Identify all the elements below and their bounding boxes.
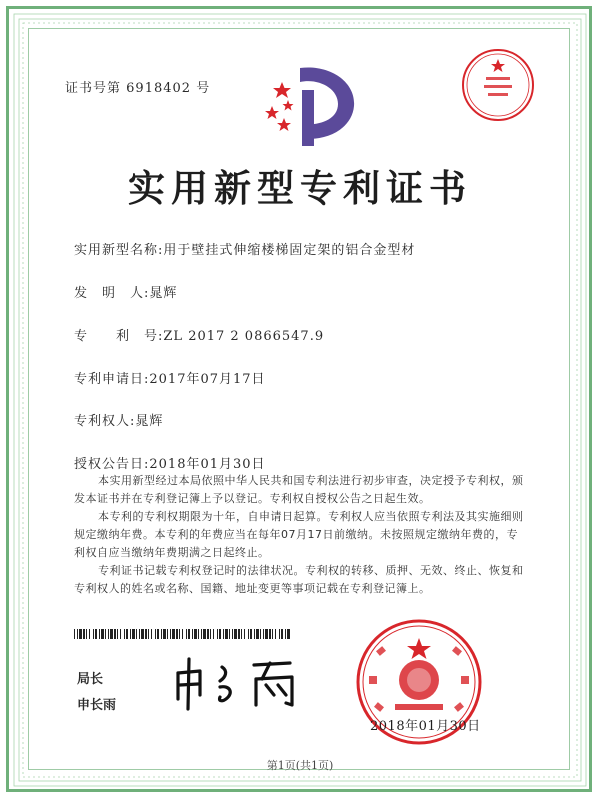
barcode-bar [95, 629, 97, 639]
barcode-bar [275, 629, 276, 639]
barcode-bar [254, 629, 255, 639]
barcode-bar [179, 629, 180, 639]
barcode-bar [163, 629, 166, 639]
barcode-bar [188, 629, 190, 639]
barcode-bar [120, 629, 121, 639]
barcode-bar [151, 629, 152, 639]
barcode-bar [263, 629, 264, 639]
barcode-bar [210, 629, 211, 639]
barcode-bar [132, 629, 135, 639]
barcode-bar [223, 629, 224, 639]
barcode-bar [86, 629, 87, 639]
barcode-bar [272, 629, 273, 639]
grant-date-value: 2018年01月30日 [149, 457, 266, 472]
barcode-bar [176, 629, 178, 639]
patent-holder-field [74, 410, 163, 429]
barcode-bar [281, 629, 283, 639]
barcode-bar [77, 629, 78, 639]
barcode-bar [161, 629, 162, 639]
barcode-bar [192, 629, 193, 639]
patent-number-label: 专 利 号: [74, 329, 164, 344]
certificate-number-suffix: 号 [196, 81, 211, 96]
barcode-bar [108, 629, 109, 639]
application-date-field [74, 368, 266, 387]
barcode-bar [287, 629, 290, 639]
barcode-bar [241, 629, 242, 639]
director-signature-icon [170, 653, 310, 713]
inventor-field [74, 282, 177, 301]
barcode-bar [182, 629, 183, 639]
barcode-bar [213, 629, 214, 639]
application-date-label: 专利申请日: [74, 372, 150, 387]
patent-number-value: ZL 2017 2 0866547.9 [163, 329, 325, 344]
barcode-bar [269, 629, 271, 639]
barcode-bar [114, 629, 116, 639]
patent-holder-label: 专利权人: [74, 414, 136, 429]
body-paragraph: 本实用新型经过本局依照中华人民共和国专利法进行初步审查，决定授予专利权，颁发本证书并在专利登记簿上予以登记。专利权自授权公告之日起生效。 [74, 474, 524, 505]
barcode-bar [170, 629, 171, 639]
barcode-bar [89, 629, 90, 639]
body-paragraph: 专利证书记载专利权登记时的法律状况。专利权的转移、质押、无效、终止、恢复和专利权人的姓名或名称、国籍、地址变更等事项记载在专利登记簿上。 [74, 564, 524, 595]
barcode-bar [244, 629, 245, 639]
barcode-bar [105, 629, 106, 639]
barcode-bar [124, 629, 125, 639]
certificate-number-label: 证书号第 [65, 81, 122, 96]
page-title: 实用新型专利证书 [128, 167, 472, 210]
barcode-bar [285, 629, 286, 639]
barcode-bar [207, 629, 209, 639]
barcode-bar [217, 629, 218, 639]
barcode-bar [260, 629, 261, 639]
page-number: 第1页(共1页) [266, 759, 334, 772]
barcode-bar [203, 629, 206, 639]
barcode-bar [145, 629, 147, 639]
barcode-bar [79, 629, 82, 639]
barcode-bar [225, 629, 228, 639]
barcode-bar [201, 629, 202, 639]
inventor-label: 发 明 人: [74, 286, 150, 301]
barcode-bar [256, 629, 259, 639]
barcode-bar [110, 629, 113, 639]
inventor-value: 晁辉 [149, 286, 178, 301]
barcode-bar [186, 629, 187, 639]
barcode-bar [250, 629, 252, 639]
barcode-bar [136, 629, 137, 639]
barcode-bar [130, 629, 131, 639]
grant-date-label: 授权公告日: [74, 457, 150, 472]
certificate-number-value: 6918402 [126, 81, 192, 96]
barcode-bar [117, 629, 118, 639]
barcode-bar [83, 629, 85, 639]
barcode-bar [155, 629, 156, 639]
barcode-bar [148, 629, 149, 639]
barcode-bar [198, 629, 199, 639]
barcode-bar [126, 629, 128, 639]
grant-date-field [74, 453, 266, 472]
barcode-bar [265, 629, 268, 639]
utility-model-name-field [74, 239, 415, 258]
barcode-bar [232, 629, 233, 639]
patent-number-field [74, 325, 324, 344]
barcode-bar [167, 629, 168, 639]
red-seal-small-icon [460, 47, 536, 123]
barcode-bar [172, 629, 175, 639]
patent-holder-value: 晁辉 [135, 414, 164, 429]
barcode-bar [194, 629, 197, 639]
seal-date: 2018年01月30日 [370, 719, 481, 734]
barcode-bar [238, 629, 240, 639]
cnipa-logo-icon [258, 60, 368, 150]
utility-model-name-label: 实用新型名称: [74, 243, 164, 258]
barcode-bar [248, 629, 249, 639]
barcode-bar [141, 629, 144, 639]
barcode-bar [157, 629, 159, 639]
barcode-bar [229, 629, 230, 639]
barcode-bar [99, 629, 100, 639]
body-paragraph: 本专利的专利权期限为十年，自申请日起算。专利权人应当依照专利法及其实施细则规定缴纳年费。本专利的年费应当在每年07月17日前缴纳。未按照规定缴纳年费的，专利权自应当缴纳年费期满之日起终止。 [74, 510, 524, 559]
barcode-bar [74, 629, 75, 639]
application-date-value: 2017年07月17日 [149, 372, 266, 387]
certificate-number [65, 77, 210, 96]
barcode-bar [234, 629, 237, 639]
director-name: 申长雨 [77, 698, 117, 713]
barcode-icon [74, 629, 292, 639]
utility-model-name-value: 用于壁挂式伸缩楼梯固定架的铝合金型材 [163, 243, 416, 258]
certificate-body [74, 472, 526, 598]
director-title: 局长 [77, 672, 104, 687]
barcode-bar [219, 629, 221, 639]
barcode-bar [139, 629, 140, 639]
barcode-bar [93, 629, 94, 639]
barcode-bar [279, 629, 280, 639]
barcode-bar [101, 629, 104, 639]
